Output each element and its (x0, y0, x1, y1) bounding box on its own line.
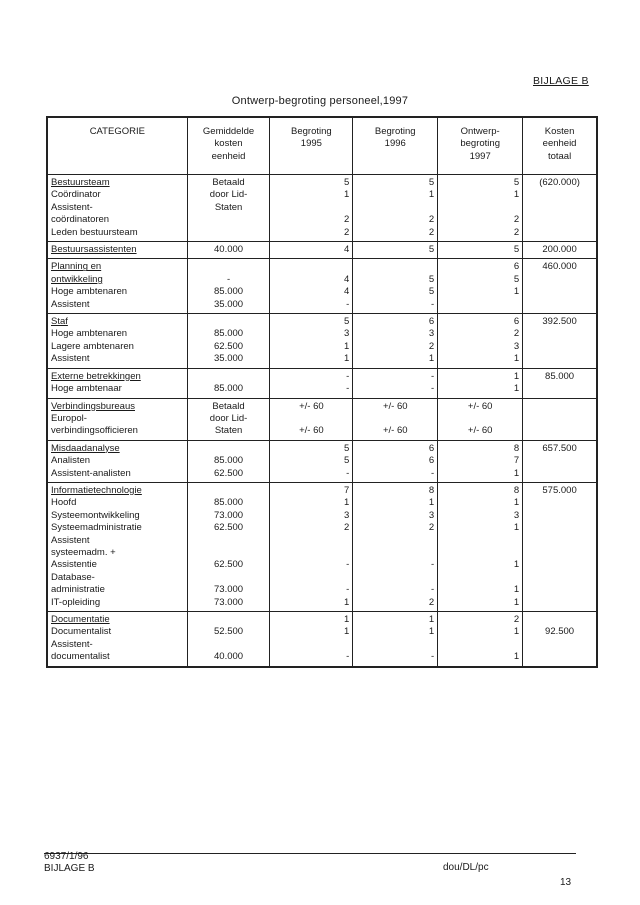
cell-text-line: 92.500 (545, 626, 575, 638)
cell-text-line: 1 (513, 651, 520, 663)
cell-text-line: +/- 60 (299, 400, 324, 412)
cell-text-line: 1 (343, 189, 350, 201)
unit-cost-total-cell (523, 175, 597, 242)
budget-1996-cell (353, 398, 438, 440)
category-cell (47, 259, 187, 314)
cell-text-line: systeemadm. + (51, 546, 116, 558)
header-text-line: kosten (214, 138, 243, 150)
cell-text-line: - (346, 370, 350, 382)
cell-text-line: 3 (343, 509, 350, 521)
cell-text-line: 6 (513, 316, 520, 328)
header-text-line: Kosten (544, 126, 575, 137)
cell-text-line: 5 (428, 177, 435, 188)
page-title: Ontwerp-begroting personeel,1997 (231, 95, 409, 107)
budget-1995-cell (270, 242, 353, 259)
cell-text-line: 7 (343, 484, 350, 496)
category-heading: ontwikkeling (51, 273, 103, 285)
cell-text-line: 2 (513, 226, 520, 238)
cell-text-line: 3 (513, 509, 520, 521)
draft-budget-1997-cell (438, 368, 523, 398)
cell-text-line: door Lid- (209, 412, 248, 424)
category-heading: Planning en (51, 261, 102, 273)
category-cell (47, 175, 187, 242)
cell-text-line (191, 214, 267, 226)
cell-text-line: 6 (428, 455, 435, 467)
author-initials: dou/DL/pc (443, 862, 489, 873)
cell-text-line: Assistent (51, 353, 90, 365)
cell-text-line: - (346, 298, 350, 310)
cell-text-line: - (431, 559, 435, 571)
cell-text-line: 2 (343, 226, 350, 238)
cell-text-line: - (226, 273, 231, 285)
header-text-line: 1996 (384, 138, 406, 150)
cell-text-line: Assistentie (51, 559, 97, 571)
table-row (47, 259, 597, 314)
cell-text-line: 8 (428, 484, 435, 496)
cell-text-line (191, 316, 267, 328)
table-row (47, 398, 597, 440)
cell-text-line: 657.500 (542, 442, 577, 454)
draft-budget-1997-cell (438, 175, 523, 242)
cell-text-line: 5 (343, 316, 350, 328)
cell-text-line: 1 (513, 467, 520, 479)
category-cell (47, 612, 187, 667)
cell-text-line: IT-opleiding (51, 596, 101, 608)
table-row (47, 612, 597, 667)
draft-budget-1997-cell (438, 259, 523, 314)
average-cost-cell (187, 398, 270, 440)
category-heading: Verbindingsbureaus (51, 400, 135, 412)
cell-text-line: - (431, 298, 435, 310)
cell-text-line: 40.000 (214, 244, 244, 256)
header-unit-cost-total (523, 117, 597, 175)
cell-text-line: - (431, 651, 435, 663)
cell-text-line: +/- 60 (382, 400, 408, 412)
unit-cost-total-cell (523, 314, 597, 369)
cell-text-line: 5 (513, 273, 520, 285)
header-text-line: eenheid (542, 138, 577, 150)
cell-text-line (441, 299, 519, 311)
budget-1995-cell (270, 368, 353, 398)
cell-text-line: 1 (343, 497, 350, 509)
draft-budget-1997-cell (438, 612, 523, 667)
cell-text-line: 4 (343, 244, 350, 256)
cell-text-line: 1 (513, 626, 520, 638)
cell-text-line: 3 (428, 328, 435, 340)
cell-text-line: Assistent- (51, 201, 93, 213)
cell-text-line (273, 639, 349, 651)
budget-1995-cell (270, 482, 353, 611)
budget-1995-cell (270, 440, 353, 482)
footer-divider (44, 853, 576, 854)
cell-text-line: 1 (428, 497, 435, 509)
cell-text-line: 2 (343, 522, 350, 534)
draft-budget-1997-cell (438, 398, 523, 440)
cell-text-line: - (346, 467, 350, 479)
cell-text-line: Assistent-analisten (51, 467, 131, 479)
cell-text-line (526, 614, 593, 626)
cell-text-line: 460.000 (542, 261, 577, 273)
cell-text-line (191, 535, 267, 547)
cell-text-line: 85.000 (214, 455, 244, 467)
category-cell (47, 368, 187, 398)
cell-text-line: +/- 60 (382, 425, 408, 437)
cell-text-line: Staten (214, 201, 243, 213)
cell-text-line (191, 371, 267, 383)
cell-text-line (356, 639, 434, 651)
header-category (47, 117, 187, 175)
cell-text-line: 62.500 (214, 522, 244, 534)
cell-text-line: 35.000 (214, 353, 244, 365)
cell-text-line: 1 (343, 626, 350, 638)
cell-text-line (191, 261, 267, 273)
unit-cost-total-cell (523, 398, 597, 440)
document-reference: 6937/1/96 (44, 851, 89, 862)
cell-text-line (273, 261, 349, 273)
cell-text-line: 52.500 (214, 626, 244, 638)
budget-1995-cell (270, 398, 353, 440)
cell-text-line: - (431, 467, 435, 479)
category-cell (47, 242, 187, 259)
cell-text-line: 2 (343, 214, 350, 226)
draft-budget-1997-cell (438, 314, 523, 369)
cell-text-line (526, 401, 593, 413)
cell-text-line (356, 413, 434, 425)
cell-text-line: 5 (343, 442, 350, 454)
cell-text-line: 85.000 (545, 370, 575, 382)
cell-text-line: 1 (428, 626, 435, 638)
cell-text-line: Leden bestuursteam (51, 226, 138, 238)
cell-text-line: 2 (428, 522, 435, 534)
draft-budget-1997-cell (438, 482, 523, 611)
cell-text-line: Assistent (51, 298, 90, 310)
cell-text-line (441, 413, 519, 425)
cell-text-line: - (431, 383, 435, 395)
header-average-cost (187, 117, 270, 175)
cell-text-line: 3 (513, 340, 520, 352)
cell-text-line: 575.000 (542, 484, 577, 496)
cell-text-line: verbindingsofficieren (51, 425, 138, 437)
budget-1996-cell (353, 242, 438, 259)
cell-text-line: - (346, 559, 350, 571)
cell-text-line: - (431, 370, 435, 382)
cell-text-line: 35.000 (214, 298, 244, 310)
cell-text-line: Betaald (212, 400, 245, 412)
cell-text-line (191, 614, 267, 626)
cell-text-line (191, 485, 267, 497)
cell-text-line: 62.500 (214, 559, 244, 571)
cell-text-line: 392.500 (542, 316, 577, 328)
category-heading: Informatietechnologie (51, 484, 142, 496)
cell-text-line: 8 (513, 442, 520, 454)
cell-text-line: 1 (513, 383, 520, 395)
cell-text-line: Analisten (51, 455, 91, 467)
cell-text-line (273, 535, 349, 547)
cell-text-line: door Lid- (209, 189, 248, 201)
cell-text-line: 5 (513, 244, 520, 256)
table-row (47, 440, 597, 482)
cell-text-line (191, 547, 267, 559)
category-heading: Bestuursassistenten (51, 244, 137, 256)
cell-text-line: 1 (513, 497, 520, 509)
cell-text-line: 40.000 (214, 651, 244, 663)
cell-text-line: Database- (51, 571, 95, 583)
cell-text-line: - (431, 584, 435, 596)
cell-text-line: 4 (343, 273, 350, 285)
table-row (47, 175, 597, 242)
cell-text-line: 5 (428, 286, 435, 298)
cell-text-line (273, 547, 349, 559)
cell-text-line (356, 572, 434, 584)
cell-text-line: Assistent- (51, 638, 93, 650)
cell-text-line (441, 639, 519, 651)
unit-cost-total-cell (523, 440, 597, 482)
cell-text-line: 2 (513, 214, 520, 226)
cell-text-line: Assistent (51, 534, 90, 546)
cell-text-line: Lagere ambtenaren (51, 340, 134, 352)
cell-text-line (191, 572, 267, 584)
cell-text-line: 1 (428, 353, 435, 365)
budget-1996-cell (353, 482, 438, 611)
category-cell (47, 398, 187, 440)
cell-text-line: 1 (513, 559, 520, 571)
category-cell (47, 440, 187, 482)
header-text-line: begroting (460, 138, 500, 150)
budget-1996-cell (353, 175, 438, 242)
cell-text-line: Hoge ambtenaren (51, 286, 128, 298)
header-text-line: 1995 (300, 138, 322, 150)
cell-text-line (356, 202, 434, 214)
budget-1995-cell (270, 314, 353, 369)
annex-label: BIJLAGE B (533, 75, 589, 87)
average-cost-cell (187, 440, 270, 482)
cell-text-line: 62.500 (214, 340, 244, 352)
cell-text-line: 1 (513, 596, 520, 608)
cell-text-line: 1 (428, 614, 435, 625)
unit-cost-total-cell (523, 368, 597, 398)
cell-text-line: Coördinator (51, 189, 101, 201)
cell-text-line: 5 (343, 177, 350, 188)
cell-text-line: 1 (343, 596, 350, 608)
cell-text-line (441, 572, 519, 584)
cell-text-line: Systeemontwikkeling (51, 509, 140, 521)
cell-text-line (441, 547, 519, 559)
draft-budget-1997-cell (438, 242, 523, 259)
cell-text-line: 1 (428, 189, 435, 201)
cell-text-line: coördinatoren (51, 214, 110, 226)
budget-1995-cell (270, 175, 353, 242)
cell-text-line: Hoofd (51, 497, 77, 509)
cell-text-line: Hoge ambtenaren (51, 328, 128, 340)
table-header-row (47, 117, 597, 175)
footer-annex-label: BIJLAGE B (44, 863, 95, 874)
cell-text-line: administratie (51, 584, 105, 596)
cell-text-line: 73.000 (214, 596, 244, 608)
category-heading: Bestuursteam (51, 177, 110, 188)
cell-text-line (191, 227, 267, 239)
average-cost-cell (187, 259, 270, 314)
cell-text-line: - (346, 651, 350, 663)
cell-text-line: 2 (513, 614, 520, 625)
budget-1995-cell (270, 612, 353, 667)
cell-text-line: 3 (343, 328, 350, 340)
cell-text-line: 5 (428, 273, 435, 285)
cell-text-line: (620.000) (539, 177, 580, 188)
cell-text-line: 1 (513, 370, 520, 382)
budget-1996-cell (353, 612, 438, 667)
cell-text-line: Documentalist (51, 626, 112, 638)
cell-text-line (356, 547, 434, 559)
cell-text-line: 200.000 (542, 244, 577, 256)
page-number: 13 (560, 877, 572, 888)
average-cost-cell (187, 368, 270, 398)
cell-text-line: 5 (343, 455, 350, 467)
category-heading: Documentatie (51, 614, 110, 625)
cell-text-line: 7 (513, 455, 520, 467)
cell-text-line: 62.500 (214, 467, 244, 479)
budget-1996-cell (353, 440, 438, 482)
cell-text-line: 1 (513, 522, 520, 534)
cell-text-line (273, 202, 349, 214)
header-text-line: 1997 (469, 150, 491, 162)
unit-cost-total-cell (523, 259, 597, 314)
category-heading: Staf (51, 316, 68, 328)
header-text-line: CATEGORIE (89, 126, 145, 137)
cell-text-line: 73.000 (214, 509, 244, 521)
cell-text-line: 6 (428, 316, 435, 328)
cell-text-line: 2 (428, 340, 435, 352)
cell-text-line (191, 639, 267, 651)
average-cost-cell (187, 175, 270, 242)
unit-cost-total-cell (523, 482, 597, 611)
cell-text-line: 5 (513, 177, 520, 188)
budget-1996-cell (353, 368, 438, 398)
header-text-line: Begroting (374, 126, 416, 137)
table-row (47, 314, 597, 369)
budget-1996-cell (353, 259, 438, 314)
cell-text-line: 1 (343, 614, 350, 625)
cell-text-line: 1 (343, 340, 350, 352)
cell-text-line: - (346, 584, 350, 596)
cell-text-line: Hoge ambtenaar (51, 383, 122, 395)
table-row (47, 242, 597, 259)
cell-text-line: 1 (513, 353, 520, 365)
budget-1995-cell (270, 259, 353, 314)
cell-text-line: 2 (428, 226, 435, 238)
cell-text-line: 85.000 (214, 286, 244, 298)
cell-text-line: 1 (343, 353, 350, 365)
cell-text-line: +/- 60 (467, 425, 493, 437)
cell-text-line: 2 (513, 328, 520, 340)
cell-text-line: 85.000 (214, 497, 244, 509)
cell-text-line: Betaald (212, 177, 245, 188)
header-budget-1995 (270, 117, 353, 175)
category-heading: Misdaadanalyse (51, 442, 120, 454)
header-text-line: Begroting (291, 126, 332, 137)
header-text-line: totaal (547, 150, 572, 162)
budget-1996-cell (353, 314, 438, 369)
table-row (47, 482, 597, 611)
cell-text-line: Systeemadministratie (51, 522, 142, 534)
cell-text-line: 1 (513, 584, 520, 596)
cell-text-line: 73.000 (214, 584, 244, 596)
cell-text-line (441, 535, 519, 547)
cell-text-line (441, 202, 519, 214)
cell-text-line: 2 (428, 214, 435, 226)
unit-cost-total-cell (523, 242, 597, 259)
cell-text-line (273, 572, 349, 584)
average-cost-cell (187, 314, 270, 369)
average-cost-cell (187, 612, 270, 667)
cell-text-line: +/- 60 (299, 425, 324, 437)
cell-text-line (273, 413, 349, 425)
cell-text-line: 6 (428, 442, 435, 454)
cell-text-line: 5 (428, 244, 435, 256)
budget-table (46, 116, 598, 668)
cell-text-line: +/- 60 (467, 400, 493, 412)
cell-text-line (191, 443, 267, 455)
cell-text-line (356, 261, 434, 273)
cell-text-line: Europol- (51, 412, 87, 424)
average-cost-cell (187, 482, 270, 611)
cell-text-line: 8 (513, 484, 520, 496)
header-draft-budget-1997 (438, 117, 523, 175)
category-cell (47, 314, 187, 369)
cell-text-line: - (346, 383, 350, 395)
header-budget-1996 (353, 117, 438, 175)
unit-cost-total-cell (523, 612, 597, 667)
average-cost-cell (187, 242, 270, 259)
header-text-line: eenheid (211, 150, 246, 162)
cell-text-line: 6 (513, 261, 520, 273)
cell-text-line: Staten (214, 425, 243, 437)
cell-text-line: 85.000 (214, 328, 244, 340)
category-cell (47, 482, 187, 611)
table-row (47, 368, 597, 398)
cell-text-line: 3 (428, 509, 435, 521)
cell-text-line (356, 535, 434, 547)
cell-text-line: 1 (513, 189, 520, 201)
cell-text-line: 4 (343, 286, 350, 298)
category-heading: Externe betrekkingen (51, 370, 141, 382)
header-text-line: Gemiddelde (202, 126, 255, 137)
draft-budget-1997-cell (438, 440, 523, 482)
cell-text-line: 85.000 (214, 383, 244, 395)
cell-text-line: documentalist (51, 651, 110, 663)
cell-text-line: 2 (428, 596, 435, 608)
header-text-line: Ontwerp- (460, 126, 500, 137)
cell-text-line: 1 (513, 286, 520, 298)
